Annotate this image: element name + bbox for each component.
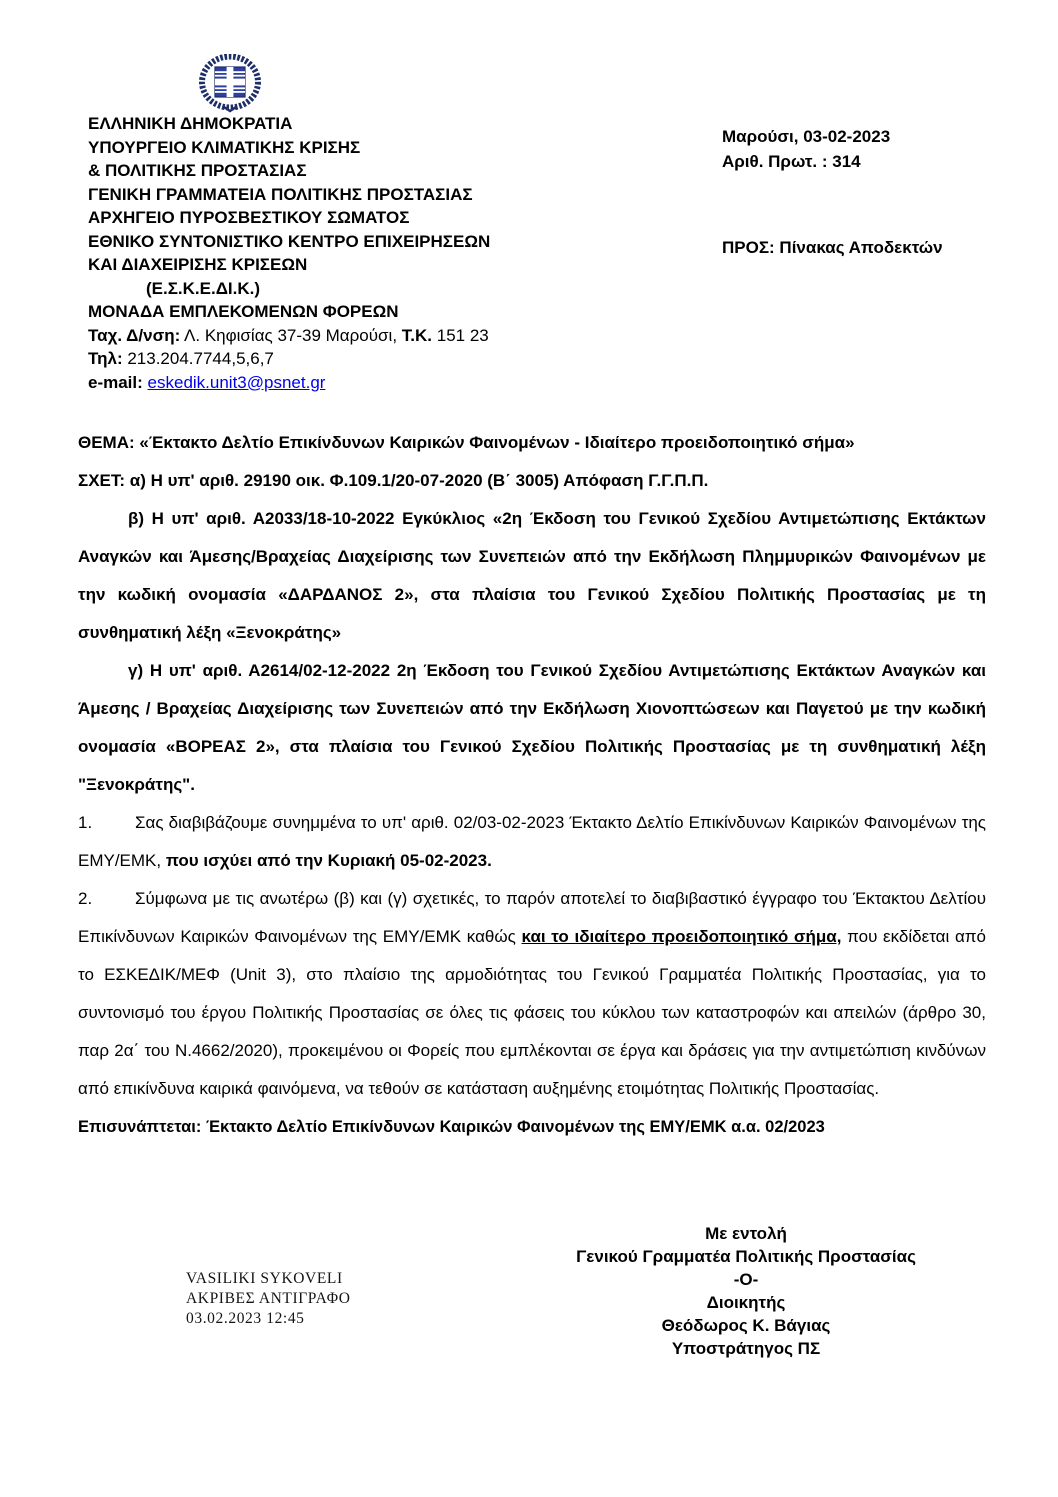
- signatory-rank: Υποστράτηγος ΠΣ: [671, 1339, 821, 1358]
- org-line-abbreviation: (Ε.Σ.Κ.Ε.ΔΙ.Κ.): [146, 278, 261, 298]
- reference-a-text: α) Η υπ' αριθ. 29190 οικ. Φ.109.1/20-07-2020 (Β΄ 3005) Απόφαση Γ.Γ.Π.Π.: [125, 471, 709, 490]
- stamp-certified-copy: ΑΚΡΙΒΕΣ ΑΝΤΙΓΡΑΦΟ: [186, 1290, 351, 1307]
- paragraph-1: [78, 804, 986, 880]
- email-line: [88, 371, 490, 395]
- subject-text: «Έκτακτο Δελτίο Επικίνδυνων Καιρικών Φαινομένων - Ιδιαίτερο προειδοποιητικό σήμα»: [134, 433, 855, 452]
- address-line: [88, 324, 490, 348]
- address-label: Ταχ. Δ/νση:: [88, 325, 181, 345]
- org-line: ΕΘΝΙΚΟ ΣΥΝΤΟΝΙΣΤΙΚΟ ΚΕΝΤΡΟ ΕΠΙΧΕΙΡΗΣΕΩΝ: [88, 231, 491, 251]
- org-line: ΕΛΛΗΝΙΚΗ ΔΗΜΟΚΡΑΤΙΑ: [88, 114, 293, 133]
- org-line: ΓΕΝΙΚΗ ΓΡΑΜΜΑΤΕΙΑ ΠΟΛΙΤΙΚΗΣ ΠΡΟΣΤΑΣΙΑΣ: [88, 184, 473, 204]
- paragraph-2: [78, 880, 986, 1108]
- postal-code-value: 151 23: [432, 325, 489, 345]
- phone-line: [88, 347, 490, 371]
- org-line: ΥΠΟΥΡΓΕΙΟ ΚΛΙΜΑΤΙΚΗΣ ΚΡΙΣΗΣ: [88, 137, 361, 157]
- email-label: e-mail:: [88, 372, 148, 392]
- paragraph-2-number: 2.: [78, 889, 93, 908]
- reference-b: β) Η υπ' αριθ. Α2033/18-10-2022 Εγκύκλιος «2η Έκδοση του Γενικού Σχεδίου Αντιμετώπισης Εκτάκτων Αναγκών και Άμεσης/Βραχείας Διαχείρισης των Συνεπειών από την Εκδήλωση Πλημμυρικών Φαινομένων με την κωδική ονομασία «ΔΑΡΔΑΝΟΣ 2», στα πλαίσια του Γενικού Σχεδίου Πολιτικής Προστασίας με τη συνθηματική λέξη «Ξενοκράτης»: [78, 509, 986, 642]
- certification-stamp: [186, 1269, 351, 1329]
- reference-c: γ) Η υπ' αριθ. Α2614/02-12-2022 2η Έκδοση του Γενικού Σχεδίου Αντιμετώπισης Εκτάκτων Αναγκών και Άμεσης / Βραχείας Διαχείρισης των Συνεπειών από την Εκδήλωση Χιονοπτώσεων και Παγετού με την κωδική ονομασία «ΒΟΡΕΑΣ 2», στα πλαίσια του Γενικού Σχεδίου Πολιτικής Προστασίας με τη συνθηματική λέξη "Ξενοκράτης".: [78, 661, 986, 794]
- signature-line: Γενικού Γραμματέα Πολιτικής Προστασίας: [576, 1247, 916, 1266]
- email-link[interactable]: eskedik.unit3@psnet.gr: [147, 372, 326, 392]
- paragraph-2-emphasized-text: και το ιδιαίτερο προειδοποιητικό σήμα,: [521, 927, 842, 946]
- paragraph-2-text: Σύμφωνα με τις ανωτέρω (β) και (γ) σχετικές, το παρόν αποτελεί το διαβιβαστικό έγγραφο του Έκτακτου Δελτίου Επικίνδυνων Καιρικών Φαινομένων της ΕΜΥ/ΕΜΚ καθώς: [78, 889, 986, 946]
- signatory-name: Θεόδωρος Κ. Βάγιας: [661, 1316, 831, 1335]
- stamp-signer-name: VASILIKI SYKOVELI: [186, 1270, 343, 1287]
- phone-value: 213.204.7744,5,6,7: [122, 349, 274, 368]
- address-value: Λ. Κηφισίας 37-39 Μαρούσι,: [180, 325, 402, 345]
- org-line: ΚΑΙ ΔΙΑΧΕΙΡΙΣΗΣ ΚΡΙΣΕΩΝ: [88, 255, 308, 274]
- subject-label: ΘΕΜΑ:: [78, 433, 135, 452]
- postal-code-label: Τ.Κ.: [401, 325, 433, 345]
- org-line: ΜΟΝΑΔΑ ΕΜΠΛΕΚΟΜΕΝΩΝ ΦΟΡΕΩΝ: [88, 302, 399, 321]
- signature-block: [452, 1222, 1040, 1360]
- reference-a: [78, 462, 986, 500]
- references-label: ΣΧΕΤ:: [78, 471, 126, 490]
- paragraph-1-number: 1.: [78, 813, 93, 832]
- place-date: Μαρούσι, 03-02-2023: [722, 127, 891, 146]
- greek-emblem-icon: [198, 54, 262, 121]
- paragraph-1-text: Σας διαβιβάζουμε συνημμένα το υπ' αριθ. 02/03-02-2023 Έκτακτο Δελτίο Επικίνδυνων Καιρικών Φαινομένων της ΕΜΥ/ΕΜΚ,: [78, 813, 986, 870]
- phone-label: Τηλ:: [88, 349, 123, 368]
- stamp-datetime: 03.02.2023 12:45: [186, 1310, 305, 1327]
- signature-line: -Ο-: [733, 1270, 759, 1289]
- attachment-note: Επισυνάπτεται: Έκτακτο Δελτίο Επικίνδυνων Καιρικών Φαινομένων της ΕΜΥ/ΕΜΚ α.α. 02/2023: [78, 1118, 825, 1136]
- signature-line: Με εντολή: [705, 1224, 787, 1243]
- recipient: ΠΡΟΣ: Πίνακας Αποδεκτών: [722, 238, 943, 257]
- org-line: ΑΡΧΗΓΕΙΟ ΠΥΡΟΣΒΕΣΤΙΚΟΥ ΣΩΜΑΤΟΣ: [88, 208, 410, 227]
- paragraph-2-text-continued: που εκδίδεται από το ΕΣΚΕΔΙΚ/ΜΕΦ (Unit 3), στο πλαίσιο της αρμοδιότητας του Γενικού Γραμματέα Πολιτικής Προστασίας, για το συντονισμό του έργου Πολιτικής Προστασίας σε όλες τις φάσεις του κύκλου των καταστροφών και απειλών (άρθρο 30, παρ 2α΄ του Ν.4662/2020), προκειμένου οι Φορείς που εμπλέκονται σε έργα και δράσεις για την αντιμετώπιση κινδύνων από επικίνδυνα καιρικά φαινόμενα, να τεθούν σε κατάσταση αυξημένης ετοιμότητας Πολιτικής Προστασίας.: [78, 927, 986, 1098]
- date-protocol-block: [722, 124, 890, 174]
- issuing-authority-block: [88, 112, 490, 394]
- protocol-number: Αριθ. Πρωτ. : 314: [722, 152, 861, 171]
- signature-line: Διοικητής: [706, 1293, 786, 1312]
- letter-body: [78, 424, 986, 1146]
- paragraph-1-bold-text: που ισχύει από την Κυριακή 05-02-2023.: [165, 851, 492, 870]
- subject-line: [78, 424, 986, 462]
- org-line: & ΠΟΛΙΤΙΚΗΣ ΠΡΟΣΤΑΣΙΑΣ: [88, 161, 307, 180]
